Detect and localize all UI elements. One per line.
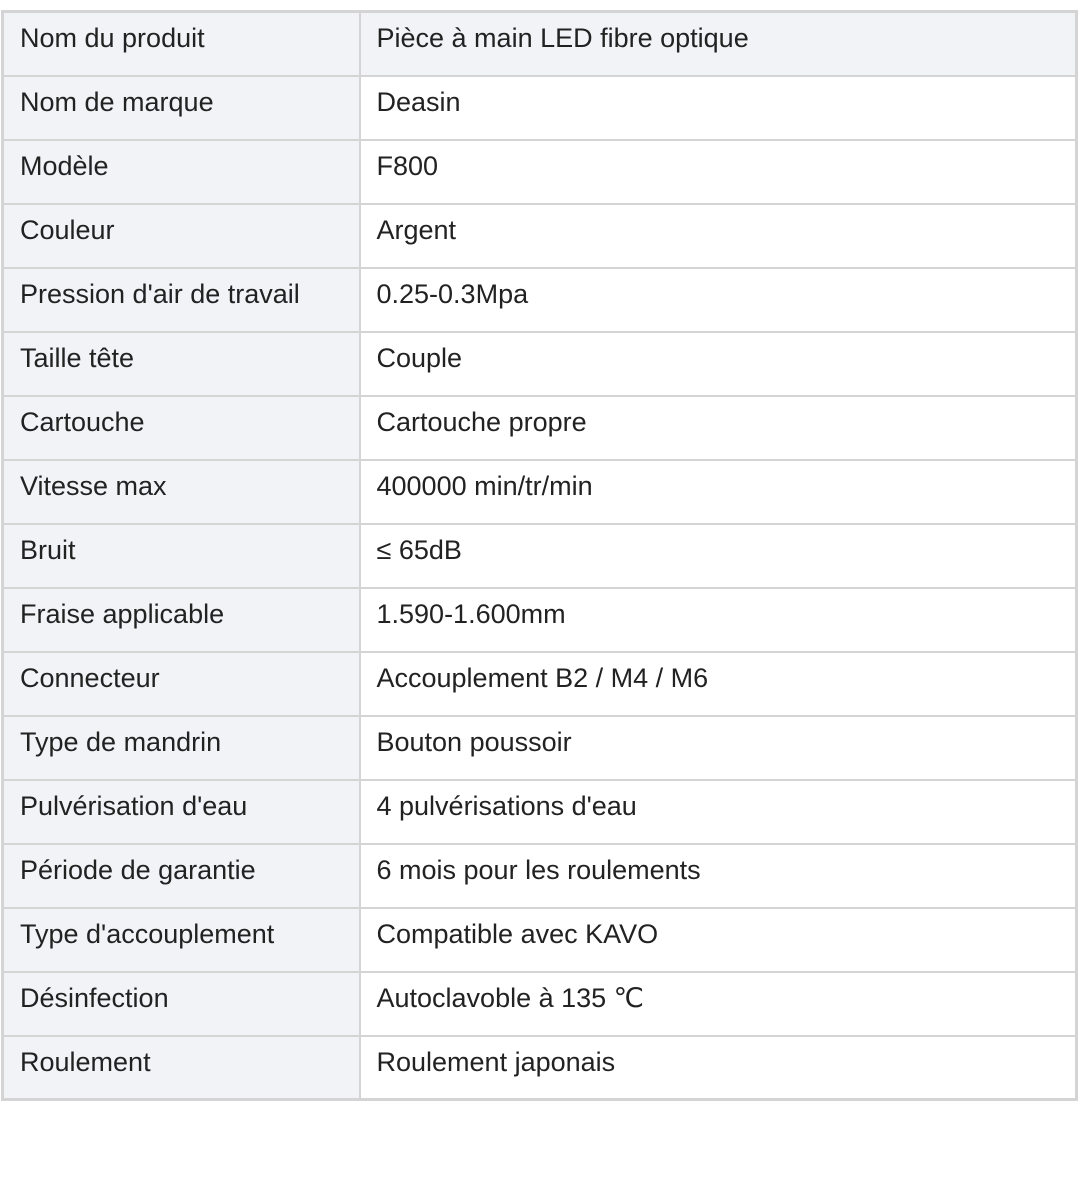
spec-key-cell: Taille tête [3,332,360,396]
table-row [3,268,1077,332]
table-row [3,972,1077,1036]
table-row [3,1036,1077,1100]
spec-value-cell: Deasin [360,76,1077,140]
spec-value-cell: Pièce à main LED fibre optique [360,12,1077,76]
spec-value-cell: Couple [360,332,1077,396]
spec-value-cell: 400000 min/tr/min [360,460,1077,524]
spec-key-cell: Pression d'air de travail [3,268,360,332]
spec-key-cell: Type de mandrin [3,716,360,780]
spec-key-cell: Pulvérisation d'eau [3,780,360,844]
spec-key-cell: Période de garantie [3,844,360,908]
spec-key-cell: Couleur [3,204,360,268]
spec-key-cell: Modèle [3,140,360,204]
table-row [3,908,1077,972]
table-row [3,460,1077,524]
spec-key-cell: Nom du produit [3,12,360,76]
table-row [3,140,1077,204]
table-row [3,780,1077,844]
spec-key-cell: Fraise applicable [3,588,360,652]
table-row [3,204,1077,268]
table-row [3,76,1077,140]
spec-value-cell: Argent [360,204,1077,268]
spec-value-cell: Cartouche propre [360,396,1077,460]
spec-value-cell: 4 pulvérisations d'eau [360,780,1077,844]
table-row [3,12,1077,76]
spec-value-cell: Compatible avec KAVO [360,908,1077,972]
spec-value-cell: 1.590-1.600mm [360,588,1077,652]
product-spec-table [1,10,1078,1101]
spec-key-cell: Connecteur [3,652,360,716]
spec-value-cell: Bouton poussoir [360,716,1077,780]
table-row [3,716,1077,780]
table-row [3,652,1077,716]
spec-key-cell: Nom de marque [3,76,360,140]
spec-key-cell: Désinfection [3,972,360,1036]
spec-value-cell: Autoclavoble à 135 ℃ [360,972,1077,1036]
spec-key-cell: Type d'accouplement [3,908,360,972]
spec-key-cell: Roulement [3,1036,360,1100]
spec-value-cell: 6 mois pour les roulements [360,844,1077,908]
spec-value-cell: Accouplement B2 / M4 / M6 [360,652,1077,716]
spec-value-cell: F800 [360,140,1077,204]
spec-key-cell: Bruit [3,524,360,588]
spec-value-cell: Roulement japonais [360,1036,1077,1100]
table-row [3,396,1077,460]
spec-value-cell: 0.25-0.3Mpa [360,268,1077,332]
spec-value-cell: ≤ 65dB [360,524,1077,588]
table-row [3,524,1077,588]
table-row [3,332,1077,396]
spec-key-cell: Cartouche [3,396,360,460]
table-row [3,588,1077,652]
spec-key-cell: Vitesse max [3,460,360,524]
table-row [3,844,1077,908]
